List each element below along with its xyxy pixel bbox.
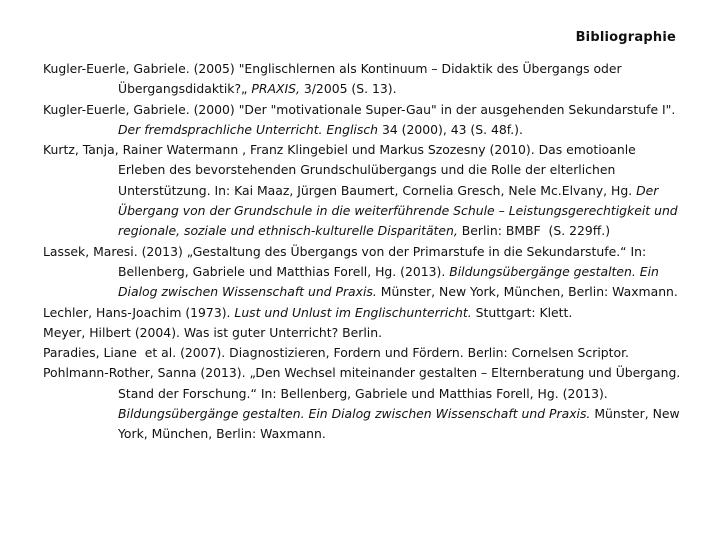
entry-title-italic: Bildungsübergänge gestalten. Ein Dialog zwischen Wissenschaft und Praxis.	[118, 263, 663, 300]
entry-title-italic: Der fremdsprachliche Unterricht. Englisch	[118, 121, 378, 137]
entry-title-italic: Lust und Unlust im Englischunterricht.	[234, 304, 472, 320]
entry-text: Münster, New York, München, Berlin: Waxmann.	[376, 284, 678, 300]
bibliography-entry	[43, 140, 683, 241]
entry-text: Pohlmann-Rother, Sanna (2013). „Den Wechsel miteinander gestalten – Elternberatung und Übergang. Stand der Forschung.“ In: Bellenberg, Gabriele und Matthias Forell, Hg. (2013).	[43, 365, 685, 401]
bibliography-entry	[43, 100, 683, 141]
bibliography-list	[43, 59, 683, 445]
bibliography-entry	[43, 242, 683, 303]
entry-text: Lechler, Hans-Joachim (1973).	[43, 304, 235, 320]
bibliography-entry	[43, 59, 683, 100]
entry-text: 34 (2000), 43 (S. 48f.).	[378, 121, 523, 137]
entry-title-italic: Bildungsübergänge gestalten. Ein Dialog zwischen Wissenschaft und Praxis.	[118, 406, 591, 422]
page-title: Bibliographie	[575, 30, 676, 45]
entry-text: Kugler-Euerle, Gabriele. (2005) "Englischlernen als Kontinuum – Didaktik des Übergangs oder Übergangsdidaktik?„	[43, 61, 626, 97]
entry-text: Kurtz, Tanja, Rainer Watermann , Franz Klingebiel und Markus Szozesny (2010). Das emotioanle Erleben des bevorstehenden Grundschulübergangs und die Rolle der elterlichen Unterstützung. In: Kai Maaz, Jürgen Baumert, Cornelia Gresch, Nele Mc.Elvany, Hg.	[43, 142, 640, 198]
bibliography-entry	[43, 323, 683, 343]
bibliography-entry	[43, 363, 683, 444]
entry-text: 3/2005 (S. 13).	[299, 81, 397, 97]
entry-text: Kugler-Euerle, Gabriele. (2000) "Der "motivationale Super-Gau" in der ausgehenden Sekundarstufe I".	[43, 101, 680, 117]
entry-title-italic: PRAXIS,	[251, 81, 300, 97]
entry-title-italic: Der Übergang von der Grundschule in die weiterführende Schule – Leistungsgerechtigkeit und regionale, soziale und ethnisch-kulturelle Disparitäten,	[118, 182, 682, 239]
entry-text: Meyer, Hilbert (2004). Was ist guter Unterricht? Berlin.	[43, 324, 383, 340]
entry-text: Münster, New York, München, Berlin: Waxmann.	[118, 406, 684, 442]
bibliography-entry	[43, 303, 683, 323]
bibliography-entry	[43, 343, 683, 363]
entry-text: Stuttgart: Klett.	[471, 304, 573, 320]
entry-text: Paradies, Liane et al. (2007). Diagnostizieren, Fordern und Fördern. Berlin: Cornelsen Scriptor.	[43, 345, 629, 361]
entry-text: Lassek, Maresi. (2013) „Gestaltung des Übergangs von der Primarstufe in die Sekundarstufe.“ In: Bellenberg, Gabriele und Matthias Forell, Hg. (2013).	[43, 243, 651, 279]
entry-text: Berlin: BMBF (S. 229ff.)	[457, 223, 611, 239]
